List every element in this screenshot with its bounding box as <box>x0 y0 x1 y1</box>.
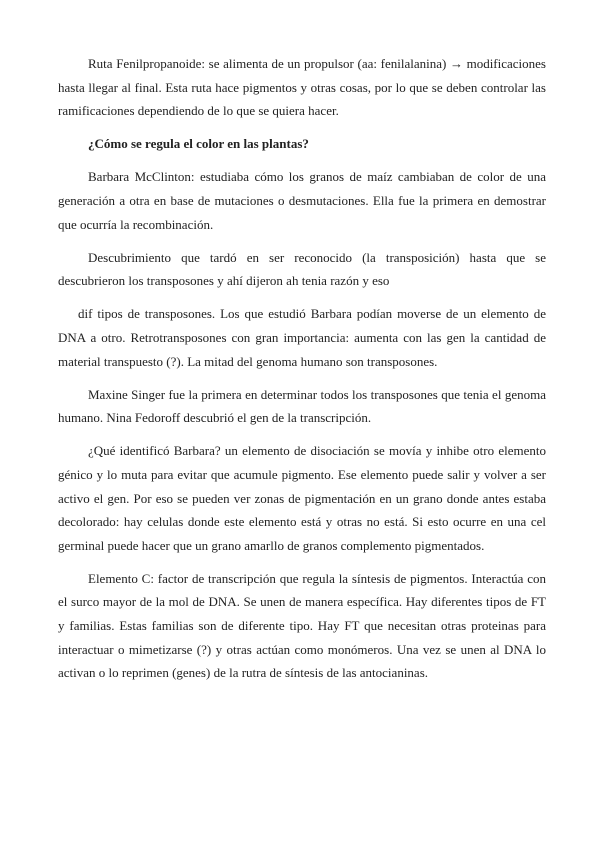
paragraph-transposicion: Descubrimiento que tardó en ser reconocido (la transposición) hasta que se descubrieron los transposones y ahí dijeron ah tenia razón y eso <box>58 249 546 289</box>
paragraph-barbara: ¿Qué identificó Barbara? un elemento de disociación se movía y inhibe otro elemento génico y lo muta para evitar que acumule pigmento. Ese elemento puede salir y volver a ser activo el gen. Por eso se pueden ver zonas de pigmentación en un grano donde antes estaba decolorado: hay celulas donde este elemento está y otras no está. Si esto ocurre en una cel germinal puede hacer que un grano amarllo de granos complemento pigmentados. <box>58 443 546 553</box>
paragraph-transposones: dif tipos de transposones. Los que estudió Barbara podían moverse de un elemento de DNA a otro. Retrotransposones con gran importancia: aumenta con las gen la cantidad de material transpuesto (?). La mitad del genoma humano son transposones. <box>58 306 546 369</box>
paragraph-fenilpropanoide: Ruta Fenilpropanoide: se alimenta de un propulsor (aa: fenilalanina) → modificaciones hasta llegar al final. Esta ruta hace pigmentos y otras cosas, por lo que se deben controlar las ramificaciones dependiendo de lo que se quiera hacer. <box>58 56 546 119</box>
section-heading: ¿Cómo se regula el color en las plantas? <box>88 136 309 152</box>
paragraph-elemento-c: Elemento C: factor de transcripción que regula la síntesis de pigmentos. Interactúa con el surco mayor de la mol de DNA. Se unen de manera específica. Hay diferentes tipos de FT y familias. Estas familias son de diferente tipo. Hay FT que necesitan otras proteinas para interactuar o mimetizarse (?) y otras actúan como monómeros. Una vez se unen al DNA lo activan o lo reprimen (genes) de la rutra de síntesis de las antocianinas. <box>58 570 546 681</box>
paragraph-singer: Maxine Singer fue la primera en determinar todos los transposones que tenia el genoma humano. Nina Fedoroff descubrió el gen de la transcripción. <box>58 386 546 426</box>
paragraph-mcclinton: Barbara McClinton: estudiaba cómo los granos de maíz cambiaban de color de una generación a otra en base de mutaciones o desmutaciones. Ella fue la primera en demostrar que ocurría la recombinación. <box>58 169 546 232</box>
